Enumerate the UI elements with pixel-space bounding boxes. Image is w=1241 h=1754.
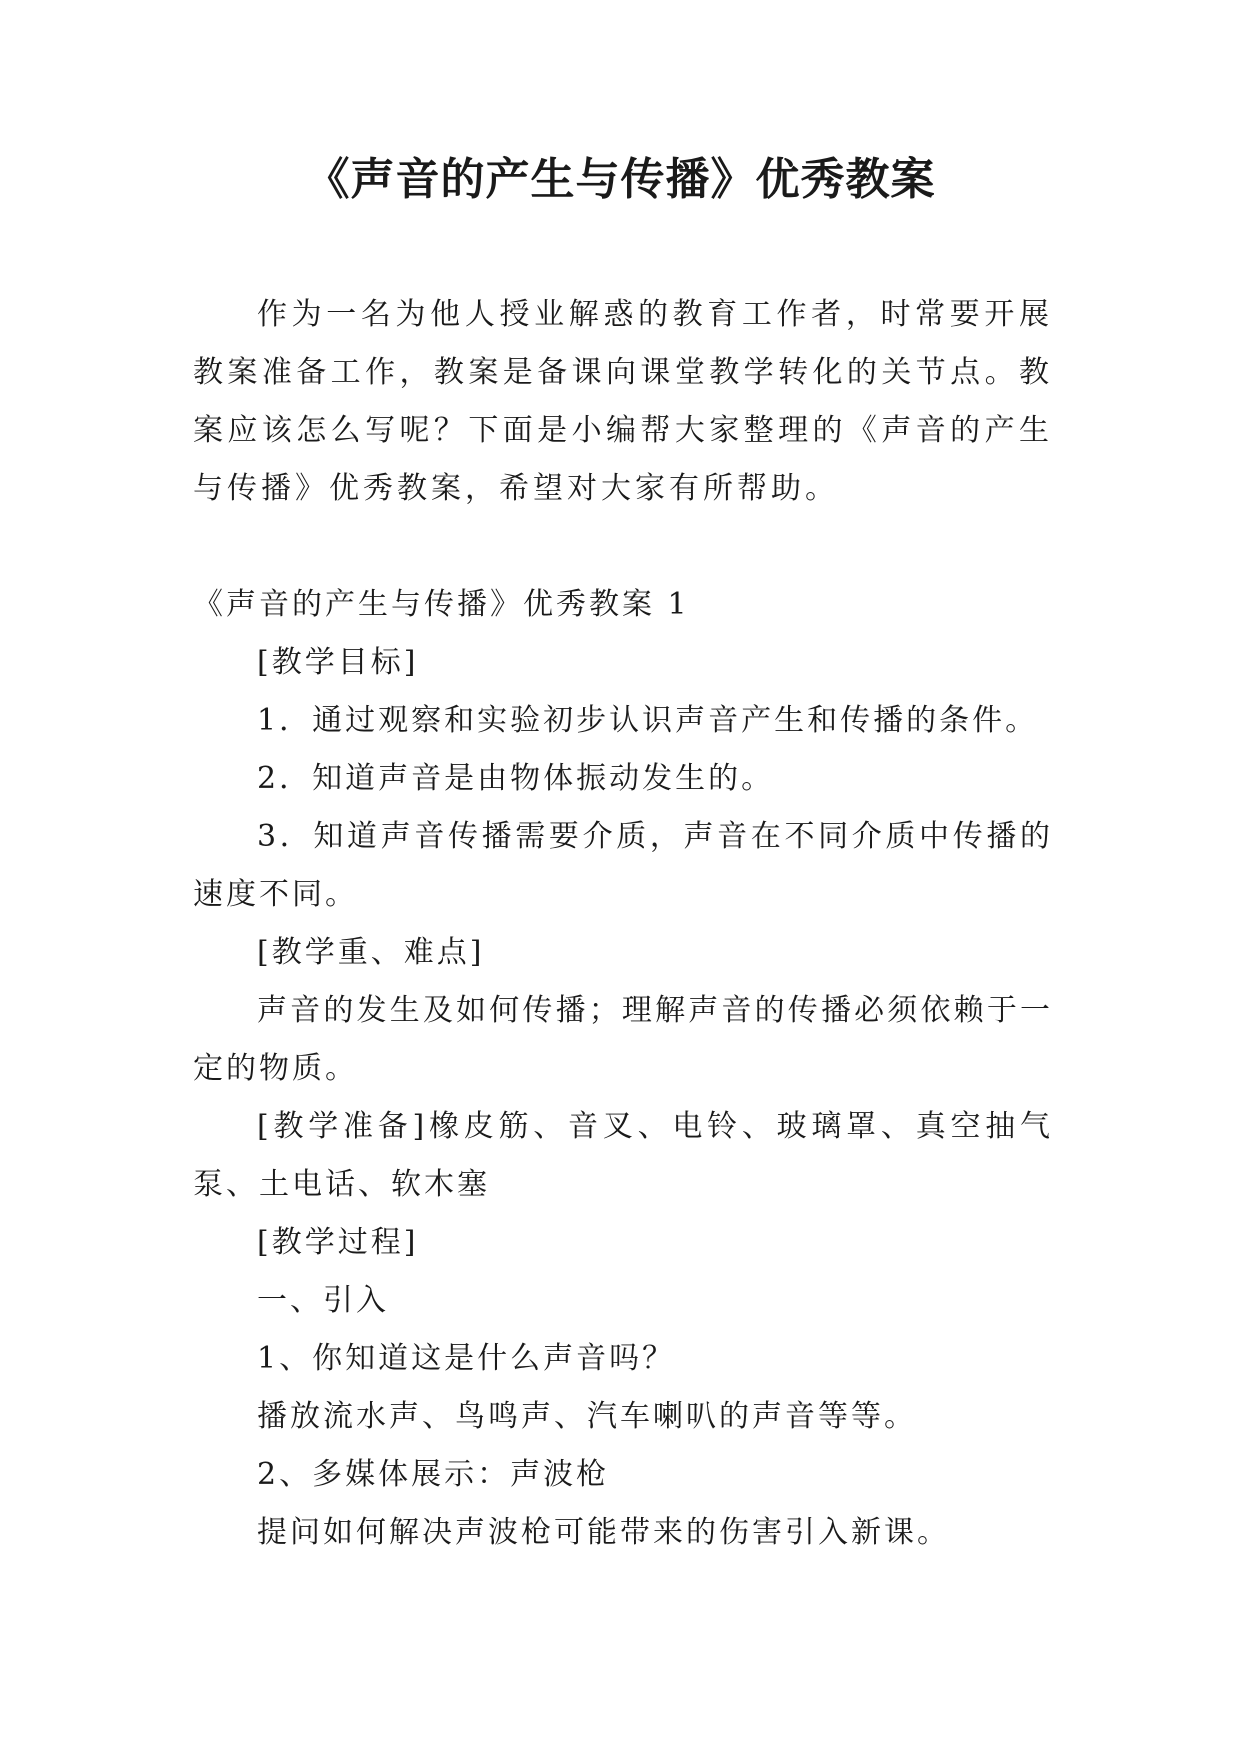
step-1-detail: 播放流水声、鸟鸣声、汽车喇叭的声音等等。: [257, 1399, 917, 1434]
step-1: 1、你知道这是什么声音吗？: [257, 1341, 676, 1376]
section-heading: 《声音的产生与传播》优秀教案 1: [193, 587, 690, 622]
lesson-plan-body: [193, 576, 1053, 1562]
intro-paragraph: 作为一名为他人授业解惑的教育工作者，时常要开展教案准备工作，教案是备课向课堂教学转化的关节点。教案应该怎么写呢？下面是小编帮大家整理的《声音的产生与传播》优秀教案，希望对大家有所帮助。: [193, 297, 1053, 506]
step-2: 2、多媒体展示：声波枪: [257, 1457, 610, 1492]
key-points-text: 声音的发生及如何传播；理解声音的传播必须依赖于一定的物质。: [193, 993, 1053, 1086]
objective-item-2: 2．知道声音是由物体振动发生的。: [257, 761, 775, 796]
process-heading: [教学过程]: [257, 1225, 419, 1260]
step-2-detail: 提问如何解决声波枪可能带来的伤害引入新课。: [257, 1515, 950, 1550]
objective-item-1: 1．通过观察和实验初步认识声音产生和传播的条件。: [257, 703, 1039, 738]
preparation-text: [教学准备]橡皮筋、音叉、电铃、玻璃罩、真空抽气泵、土电话、软木塞: [193, 1109, 1053, 1202]
key-points-heading: [教学重、难点]: [257, 935, 485, 970]
objectives-heading: [教学目标]: [257, 645, 419, 680]
objective-item-3: 3．知道声音传播需要介质，声音在不同介质中传播的速度不同。: [193, 819, 1053, 912]
document-title: 《声音的产生与传播》优秀教案: [305, 154, 936, 205]
step-intro: 一、引入: [257, 1283, 389, 1318]
